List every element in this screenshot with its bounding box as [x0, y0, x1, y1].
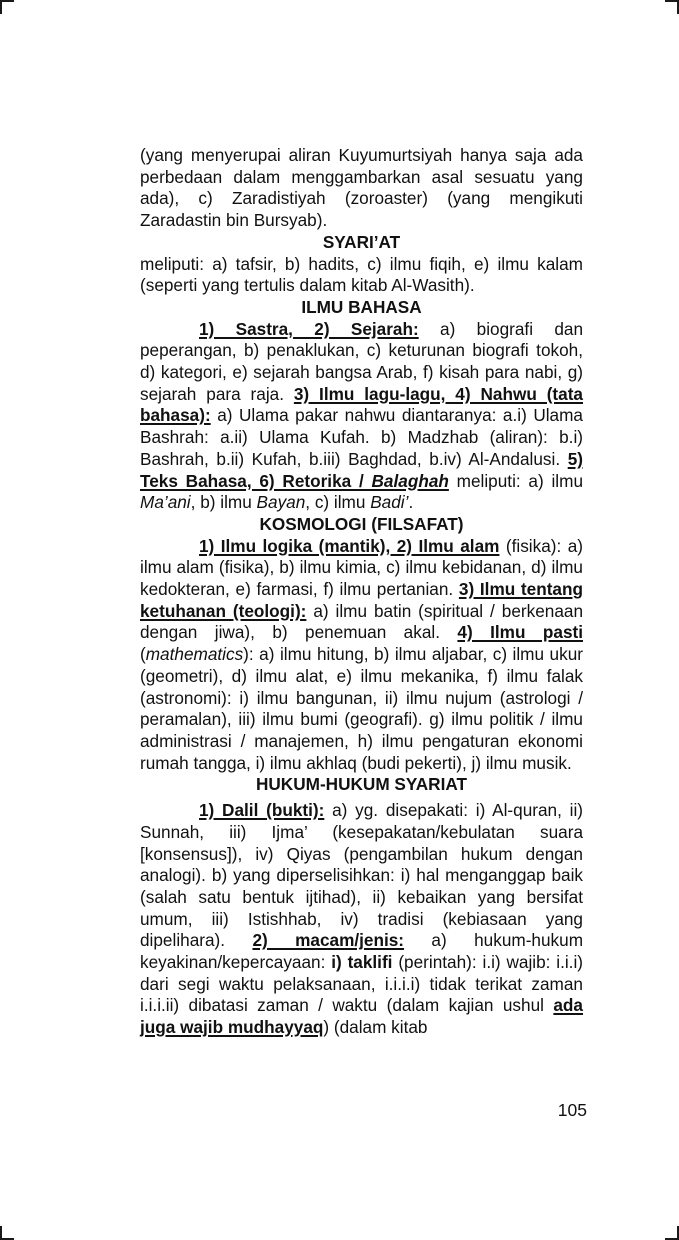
text-run: (	[140, 644, 146, 665]
dalil-label: 1) Dalil (bukti):	[199, 800, 325, 821]
ilmu-bahasa-paragraph	[140, 319, 583, 514]
sastra-sejarah-label: 1) Sastra, 2) Sejarah:	[199, 318, 419, 339]
heading-ilmu-bahasa: ILMU BAHASA	[301, 296, 422, 317]
kosmologi-paragraph	[140, 536, 583, 775]
lagu-nahwu-label: 3) Ilmu lagu-lagu, 4) Nahwu (tata bahasa):	[140, 383, 583, 426]
text-run: a) ilmu batin (spiritual / berkenaan dengan jiwa), b) penemuan akal.	[140, 600, 583, 643]
heading-kosmologi: KOSMOLOGI (FILSAFAT)	[259, 513, 464, 534]
teologi-label: 3) Ilmu tentang ketuhanan (teologi):	[140, 579, 583, 621]
hukum-paragraph	[140, 800, 583, 1039]
heading-hukum-syariat: HUKUM-HUKUM SYARIAT	[255, 774, 467, 795]
crop-mark-top-left	[0, 0, 14, 2]
text-run: , c) ilmu	[305, 492, 371, 513]
intro-paragraph: (yang menyerupai aliran Kuyumurtsiyah hanya saja ada perbedaan dalam menggambarkan asal sesuatu yang ada), c) Zaradistiyah (zoroaster) (yang mengikuti Zaradastin bin Bursyab).	[140, 145, 583, 231]
taklifi-label: i) taklifi	[331, 952, 393, 973]
term-italic: Badi’	[370, 492, 409, 513]
term-italic: Bayan	[256, 492, 306, 513]
crop-mark-top-left-v	[0, 0, 2, 14]
ilmu-pasti-label: 4) Ilmu pasti	[457, 622, 584, 643]
term-italic: mathematics	[145, 644, 244, 665]
text-run: (perintah): i.i) wajib: i.i.i) dari segi waktu pelaksanaan, i.i.i.i) tidak terikat zaman i.i.i.ii) dibatasi zaman / waktu (dalam kajian ushul	[140, 952, 584, 1016]
text-run: a) hukum-hukum keyakinan/kepercayaan:	[140, 930, 584, 973]
text-run: , b) ilmu	[190, 492, 257, 513]
crop-mark-bottom-left-v	[0, 1226, 2, 1240]
text-run: a) Ulama pakar nahwu diantaranya: a.i) Ulama Bashrah: a.ii) Ulama Kufah. b) Madzhab (aliran): b.i) Bashrah, b.ii) Kufah, b.iii) Baghdad, b.iv) Al-Andalusi.	[140, 405, 583, 469]
syariat-paragraph: meliputi: a) tafsir, b) hadits, c) ilmu fiqih, e) ilmu kalam (seperti yang tertulis dalam kitab Al-Wasith).	[140, 253, 583, 296]
mudhayyaq-label: ada juga wajib mudhayyaq	[140, 995, 583, 1038]
macam-jenis-label: 2) macam/jenis:	[252, 930, 405, 951]
text-run: ) (dalam kitab	[323, 1017, 428, 1038]
text-run: .	[408, 492, 414, 513]
page-number: 105	[557, 1100, 587, 1120]
term-italic: Ma’ani	[140, 492, 191, 513]
page-body	[140, 145, 583, 1039]
text-run: (fisika): a) ilmu alam (fisika), b) ilmu kimia, c) ilmu kebidanan, d) ilmu kedokteran, e) farmasi, f) ilmu pertanian.	[140, 535, 583, 600]
text-run: meliputi: a) ilmu	[448, 470, 584, 491]
heading-syariat: SYARI’AT	[322, 231, 401, 252]
balaghah-term: Balaghah	[371, 470, 449, 491]
text-run: ): a) ilmu hitung, b) ilmu aljabar, c) ilmu ukur (geometri), d) ilmu alat, e) ilmu mekanika, f) ilmu falak (astronomi): i) ilmu bangunan, ii) ilmu nujum (astrologi / peramalan), iii) ilmu bumi (geografi). g) ilmu politik / ilmu administrasi / manajemen, h) ilmu pengaturan ekonomi rumah tangga, i) ilmu akhlaq (budi pekerti), j) ilmu musik.	[140, 644, 583, 773]
text-run: 5) Teks Bahasa, 6) Retorika /	[140, 448, 583, 491]
text-run: a) biografi dan peperangan, b) penaklukan, c) keturunan biografi tokoh, d) kategori, e) sejarah bangsa Arab, f) kisah para nabi, g) sejarah para raja.	[140, 318, 584, 404]
logika-alam-label: 1) Ilmu logika (mantik), 2) Ilmu alam	[199, 535, 500, 556]
text-run: a) yg. disepakati: i) Al-quran, ii) Sunnah, iii) Ijma’ (kesepakatan/kebulatan suara [konsensus]), iv) Qiyas (pengambilan hukum dengan analogi). b) yang diperselisihkan: i) hal menganggap baik (salah satu bentuk ijtihad), ii) kebaikan yang bersifat umum, iii) Istishhab, iv) tradisi (kebiasaan yang dipelihara).	[140, 800, 583, 951]
